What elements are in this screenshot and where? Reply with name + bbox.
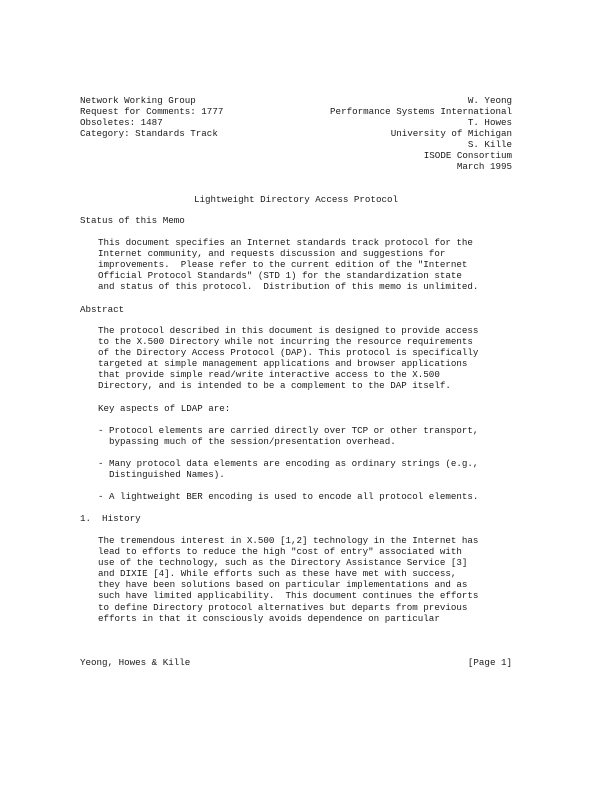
header-category: Category: Standards Track xyxy=(80,128,218,139)
footer-authors: Yeong, Howes & Kille xyxy=(80,657,191,668)
abstract-heading: Abstract xyxy=(80,304,125,315)
bullet-item-strings: - Many protocol data elements are encoding as ordinary strings (e.g., Distinguished Names). xyxy=(98,458,479,481)
header-working-group: Network Working Group xyxy=(80,95,196,106)
status-body: This document specifies an Internet standards track protocol for the Internet community, and requests discussion and suggestions for improvements. Please refer to the current edition of the "Internet Official Protocol Standards" (STD 1) for the standardization state and status of this protocol. Distribution of this memo is unlimited. xyxy=(98,237,479,293)
header-affiliation-3: ISODE Consortium xyxy=(423,150,512,161)
key-aspects-label: Key aspects of LDAP are: xyxy=(98,403,231,414)
status-heading: Status of this Memo xyxy=(80,215,185,226)
header-author-1: W. Yeong xyxy=(467,95,512,106)
header-rfc-number: Request for Comments: 1777 xyxy=(80,106,224,117)
header-affiliation-2: University of Michigan xyxy=(390,128,512,139)
document-title: Lightweight Directory Access Protocol xyxy=(194,194,398,205)
header-date: March 1995 xyxy=(456,161,512,172)
bullet-item-ber: - A lightweight BER encoding is used to encode all protocol elements. xyxy=(98,491,479,502)
header-obsoletes: Obsoletes: 1487 xyxy=(80,117,163,128)
abstract-body: The protocol described in this document is designed to provide access to the X.500 Directory while not incurring the resource requirements of the Directory Access Protocol (DAP). This protocol is specifically targeted at simple management applications and browser applications that provide simple read/write interactive access to the X.500 Directory, and is intended to be a complement to the DAP itself. xyxy=(98,325,479,392)
header-author-2: T. Howes xyxy=(467,117,512,128)
history-heading: 1. History xyxy=(80,513,141,524)
header-author-3: S. Kille xyxy=(467,139,512,150)
header-affiliation-1: Performance Systems International xyxy=(330,106,512,117)
footer-page-number: [Page 1] xyxy=(467,657,512,668)
bullet-item-transport: - Protocol elements are carried directly over TCP or other transport, bypassing much of the session/presentation overhead. xyxy=(98,425,479,448)
history-body: The tremendous interest in X.500 [1,2] technology in the Internet has lead to efforts to reduce the high "cost of entry" associated with use of the technology, such as the Directory Assistance Service [3] and DIXIE [4]. While efforts such as these have met with success, they have been solutions based on particular implementations and as such have limited applicability. This document continues the efforts to define Directory protocol alternatives but departs from previous efforts in that it consciously avoids dependence on particular xyxy=(98,535,479,624)
